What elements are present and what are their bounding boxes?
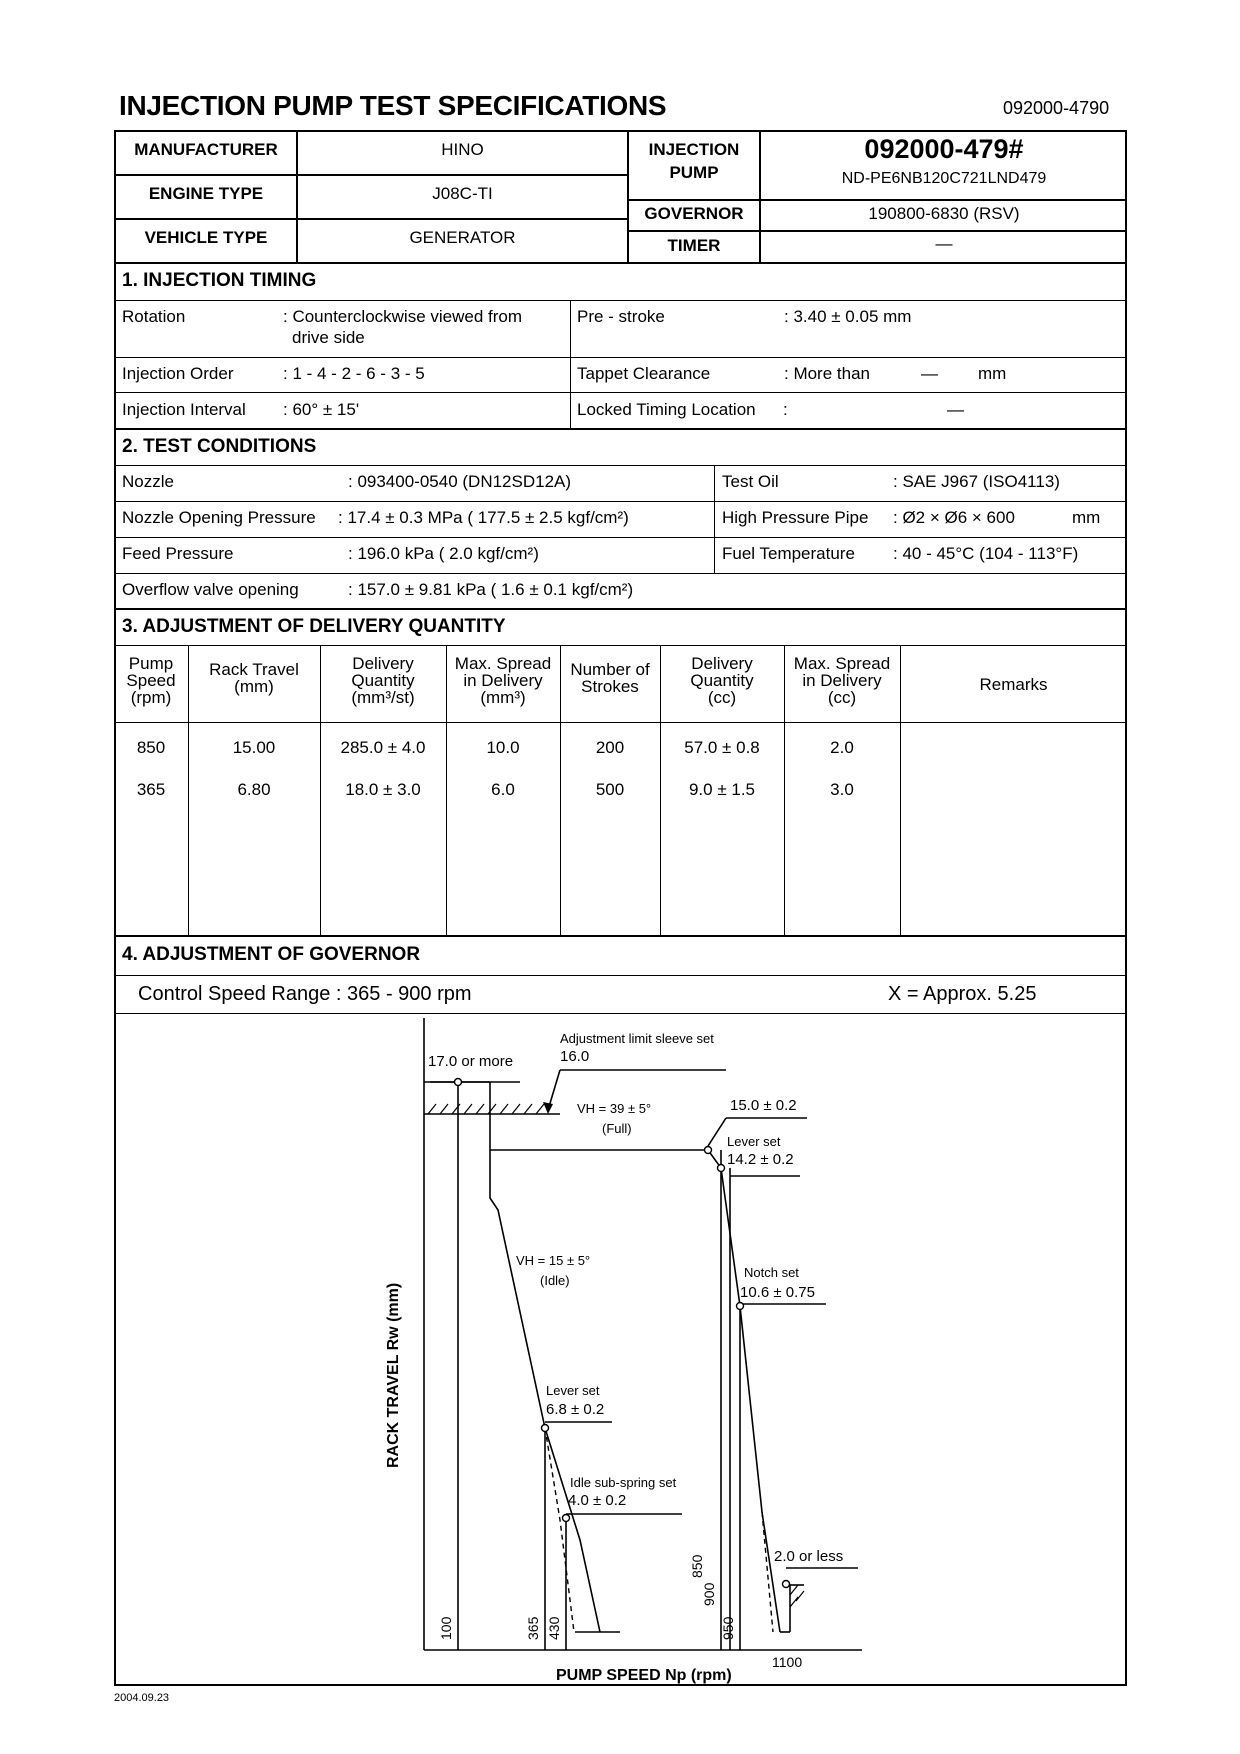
high-pressure-pipe-value: : Ø2 × Ø6 × 600 — [893, 508, 1015, 527]
notch-set-label: Notch set — [744, 1265, 799, 1280]
tick-1100: 1100 — [772, 1654, 803, 1670]
injection-pump-label-2: PUMP — [669, 163, 719, 182]
test-oil-value: : SAE J967 (ISO4113) — [893, 472, 1060, 491]
timer-label: TIMER — [667, 236, 721, 255]
vh-full-label-2: (Full) — [602, 1121, 632, 1136]
page-title: INJECTION PUMP TEST SPECIFICATIONS — [119, 90, 667, 121]
col-remarks: Remarks — [979, 675, 1048, 694]
cell-rack: 15.00 — [232, 738, 276, 757]
vh-full-label-1: VH = 39 ± 5° — [577, 1101, 652, 1116]
prestroke-value: : 3.40 ± 0.05 mm — [784, 307, 912, 326]
col-pump-speed-3: (rpm) — [130, 688, 172, 707]
lever-set-hi-value: 14.2 ± 0.2 — [727, 1151, 794, 1168]
document-number: 092000-4790 — [1003, 98, 1110, 118]
col-rack-travel-1: Rack Travel — [209, 660, 299, 679]
vh-idle-label-1: VH = 15 ± 5° — [516, 1253, 591, 1268]
tappet-dash: — — [921, 364, 938, 383]
timer-value: — — [935, 234, 953, 253]
cell-delivery: 18.0 ± 3.0 — [345, 780, 421, 799]
governor-heading: 4. ADJUSTMENT OF GOVERNOR — [122, 944, 421, 965]
tappet-value: : More than — [784, 364, 870, 383]
manufacturer-value: HINO — [441, 140, 484, 159]
vehicle-type-label: VEHICLE TYPE — [144, 228, 268, 247]
col-spread-cc-1: Max. Spread — [793, 654, 891, 673]
x-approx: X = Approx. 5.25 — [888, 983, 1037, 1005]
col-max-spread-3: (mm³) — [480, 688, 526, 707]
sleeve-set-value: 16.0 — [560, 1048, 590, 1065]
injection-interval-value: : 60° ± 15' — [283, 400, 360, 419]
col-strokes-1: Number of — [570, 660, 650, 679]
col-max-spread-1: Max. Spread — [454, 654, 552, 673]
col-delivery-cc-2: Quantity — [690, 671, 754, 690]
feed-pressure-label: Feed Pressure — [122, 544, 234, 563]
cell-delivery-cc: 9.0 ± 1.5 — [688, 780, 756, 799]
cell-strokes: 500 — [595, 780, 625, 799]
rotation-value-1: : Counterclockwise viewed from — [283, 307, 523, 326]
test-oil-label: Test Oil — [722, 472, 779, 491]
sleeve-set-label: Adjustment limit sleeve set — [560, 1031, 714, 1046]
tick-900: 900 — [701, 1582, 717, 1606]
col-delivery-cc-1: Delivery — [691, 654, 753, 673]
nozzle-value: : 093400-0540 (DN12SD12A) — [348, 472, 572, 491]
cell-speed: 365 — [136, 780, 166, 799]
x-axis-label: PUMP SPEED Np (rpm) — [556, 1667, 732, 1684]
engine-type-label: ENGINE TYPE — [148, 184, 264, 203]
engine-type-value: J08C-TI — [432, 184, 493, 203]
overflow-valve-label: Overflow valve opening — [122, 580, 299, 599]
cell-speed: 850 — [136, 738, 166, 757]
nozzle-pressure-label: Nozzle Opening Pressure — [122, 508, 316, 527]
cell-spread-cc: 2.0 — [830, 738, 854, 757]
injection-timing-heading: 1. INJECTION TIMING — [122, 270, 317, 291]
tick-100: 100 — [438, 1616, 454, 1640]
fuel-temperature-value: : 40 - 45°C (104 - 113°F) — [893, 544, 1079, 563]
col-max-spread-2: in Delivery — [463, 671, 543, 690]
start-rack-label: 17.0 or more — [428, 1053, 514, 1070]
locked-timing-value: — — [947, 400, 964, 419]
injection-interval-label: Injection Interval — [122, 400, 246, 419]
end-rack-label: 2.0 or less — [774, 1548, 844, 1565]
tick-365: 365 — [525, 1616, 541, 1640]
lever-set-lo-label: Lever set — [546, 1383, 600, 1398]
rotation-value-2: drive side — [292, 328, 365, 347]
full-rack-value: 15.0 ± 0.2 — [730, 1097, 797, 1114]
governor-label: GOVERNOR — [644, 204, 744, 223]
locked-timing-colon: : — [783, 400, 788, 419]
vehicle-type-value: GENERATOR — [409, 228, 516, 247]
y-axis-label: RACK TRAVEL Rw (mm) — [385, 1282, 402, 1468]
col-pump-speed-2: Speed — [126, 671, 176, 690]
tappet-unit: mm — [978, 364, 1007, 383]
injection-pump-label-1: INJECTION — [648, 140, 740, 159]
col-pump-speed-1: Pump — [128, 654, 174, 673]
injection-order-value: : 1 - 4 - 2 - 6 - 3 - 5 — [283, 364, 425, 383]
cell-strokes: 200 — [595, 738, 625, 757]
tick-950: 950 — [720, 1616, 736, 1640]
idle-sub-spring-label: Idle sub-spring set — [570, 1475, 677, 1490]
prestroke-label: Pre - stroke — [577, 307, 665, 326]
col-delivery-qty-2: Quantity — [351, 671, 415, 690]
cell-spread: 6.0 — [491, 780, 515, 799]
pump-model: ND-PE6NB120C721LND479 — [841, 170, 1047, 187]
injection-order-label: Injection Order — [122, 364, 234, 383]
tick-430: 430 — [546, 1616, 562, 1640]
cell-spread-cc: 3.0 — [830, 780, 854, 799]
tappet-label: Tappet Clearance — [577, 364, 711, 383]
high-pressure-pipe-label: High Pressure Pipe — [722, 508, 869, 527]
col-spread-cc-3: (cc) — [827, 688, 857, 707]
control-speed-range: Control Speed Range : 365 - 900 rpm — [138, 983, 472, 1005]
feed-pressure-value: : 196.0 kPa ( 2.0 kgf/cm²) — [348, 544, 539, 563]
lever-set-hi-label: Lever set — [727, 1134, 781, 1149]
cell-delivery: 285.0 ± 4.0 — [340, 738, 426, 757]
col-spread-cc-2: in Delivery — [802, 671, 882, 690]
cell-spread: 10.0 — [486, 738, 520, 757]
col-delivery-qty-1: Delivery — [352, 654, 414, 673]
col-delivery-qty-3: (mm³/st) — [351, 688, 415, 707]
cell-rack: 6.80 — [237, 780, 271, 799]
lever-set-lo-value: 6.8 ± 0.2 — [546, 1401, 605, 1418]
vh-idle-label-2: (Idle) — [540, 1273, 570, 1288]
test-conditions-heading: 2. TEST CONDITIONS — [122, 436, 317, 457]
nozzle-label: Nozzle — [122, 472, 174, 491]
idle-sub-spring-value: 4.0 ± 0.2 — [568, 1492, 627, 1509]
manufacturer-label: MANUFACTURER — [134, 140, 278, 159]
print-date: 2004.09.23 — [114, 1692, 170, 1704]
rotation-label: Rotation — [122, 307, 186, 326]
col-delivery-cc-3: (cc) — [707, 688, 737, 707]
overflow-valve-value: : 157.0 ± 9.81 kPa ( 1.6 ± 0.1 kgf/cm²) — [348, 580, 634, 599]
fuel-temperature-label: Fuel Temperature — [722, 544, 855, 563]
locked-timing-label: Locked Timing Location — [577, 400, 756, 419]
nozzle-pressure-value: : 17.4 ± 0.3 MPa ( 177.5 ± 2.5 kgf/cm²) — [338, 508, 629, 527]
high-pressure-pipe-unit: mm — [1072, 508, 1101, 527]
col-strokes-2: Strokes — [581, 677, 639, 696]
pump-number: 092000-479# — [864, 134, 1024, 164]
notch-set-value: 10.6 ± 0.75 — [740, 1284, 815, 1301]
col-rack-travel-2: (mm) — [234, 677, 274, 696]
tick-850: 850 — [689, 1554, 705, 1578]
cell-delivery-cc: 57.0 ± 0.8 — [684, 738, 760, 757]
delivery-heading: 3. ADJUSTMENT OF DELIVERY QUANTITY — [122, 616, 506, 637]
governor-value: 190800-6830 (RSV) — [868, 204, 1020, 223]
